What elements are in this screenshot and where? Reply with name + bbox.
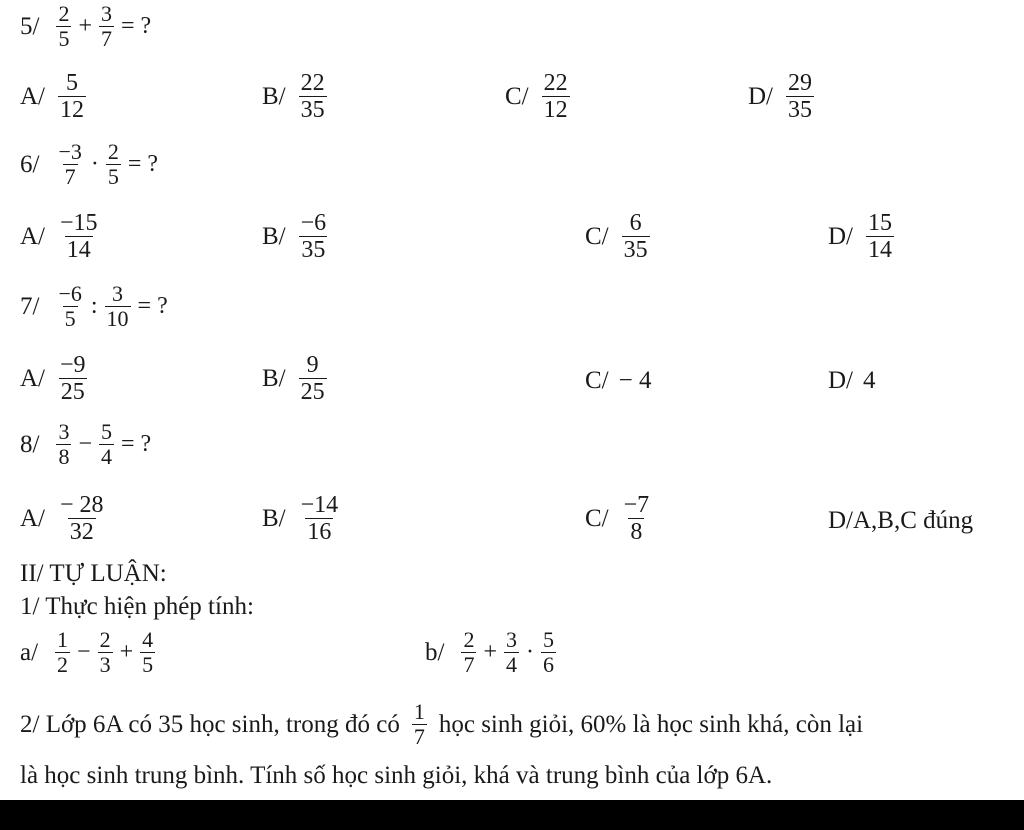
option-a[interactable]: A/ $\frac{- 28}{32}$	[20, 492, 104, 545]
operator: −	[78, 431, 92, 457]
fraction: $\frac{3}{8}$	[58, 419, 70, 469]
fraction: $\frac{-6}{5}$	[58, 281, 82, 331]
bottom-black-bar	[0, 800, 1024, 830]
fraction: $\frac{3}{10}$	[106, 281, 129, 331]
option-c[interactable]: C/ $\frac{22}{12}$	[505, 70, 568, 123]
task-1a: a/ $\frac{1}{2}$ − $\frac{2}{3}$ + $\frac{4}{5}$	[20, 627, 154, 677]
question-5	[20, 2, 155, 51]
operator: +	[78, 13, 92, 39]
question-number: 8/	[20, 430, 40, 458]
option-d[interactable]: D/ $\frac{29}{35}$	[748, 70, 812, 123]
question-number: 6/	[20, 150, 40, 178]
question-tail: = ?	[127, 151, 159, 177]
fraction: $\frac{2}{5}$	[58, 1, 70, 51]
question-number: 5/	[20, 12, 40, 40]
option-d[interactable]: D/ $\frac{15}{14}$	[828, 210, 892, 263]
question-tail: = ?	[121, 431, 152, 457]
task-1-title: 1/ Thực hiện phép tính:	[20, 593, 254, 620]
task-2-line-2: là học sinh trung bình. Tính số học sinh giỏi, khá và trung bình của lớp 6A.	[20, 762, 773, 789]
operator: :	[90, 293, 98, 319]
question-tail: = ?	[121, 13, 152, 39]
option-a[interactable]: A/ $\frac{-15}{14}$	[20, 210, 98, 263]
task-1b: b/ $\frac{2}{7}$ + $\frac{3}{4}$ · $\frac{5}{6}$	[425, 627, 554, 677]
option-a[interactable]: A/ $\frac{5}{12}$	[20, 70, 84, 123]
option-c[interactable]: C/ − 4	[585, 367, 652, 394]
fraction: $\frac{5}{4}$	[101, 419, 112, 469]
option-d[interactable]: D/A,B,C đúng	[828, 507, 974, 534]
option-b[interactable]: B/ $\frac{9}{25}$	[262, 352, 325, 405]
option-a[interactable]: A/ $\frac{-9}{25}$	[20, 352, 86, 405]
question-6	[20, 140, 162, 189]
question-7	[20, 282, 172, 331]
question-number: 7/	[20, 292, 40, 320]
option-b[interactable]: B/ $\frac{-14}{16}$	[262, 492, 339, 545]
fraction: $\frac{3}{7}$	[101, 1, 112, 51]
task-2-line-1: 2/ Lớp 6A có 35 học sinh, trong đó có $\frac{1}{7}$ học sinh giỏi, 60% là học sinh khá, còn lại	[20, 699, 864, 749]
option-d[interactable]: D/ 4	[828, 367, 876, 394]
option-b[interactable]: B/ $\frac{22}{35}$	[262, 70, 325, 123]
section-heading: II/ TỰ LUẬN:	[20, 560, 167, 587]
option-c[interactable]: C/ $\frac{-7}{8}$	[585, 492, 650, 545]
fraction: $\frac{2}{5}$	[107, 139, 119, 189]
question-8	[20, 420, 155, 469]
question-tail: = ?	[137, 293, 168, 319]
option-b[interactable]: B/ $\frac{-6}{35}$	[262, 210, 327, 263]
option-c[interactable]: C/ $\frac{6}{35}$	[585, 210, 648, 263]
fraction: $\frac{-3}{7}$	[58, 139, 82, 189]
operator: ·	[90, 151, 99, 177]
